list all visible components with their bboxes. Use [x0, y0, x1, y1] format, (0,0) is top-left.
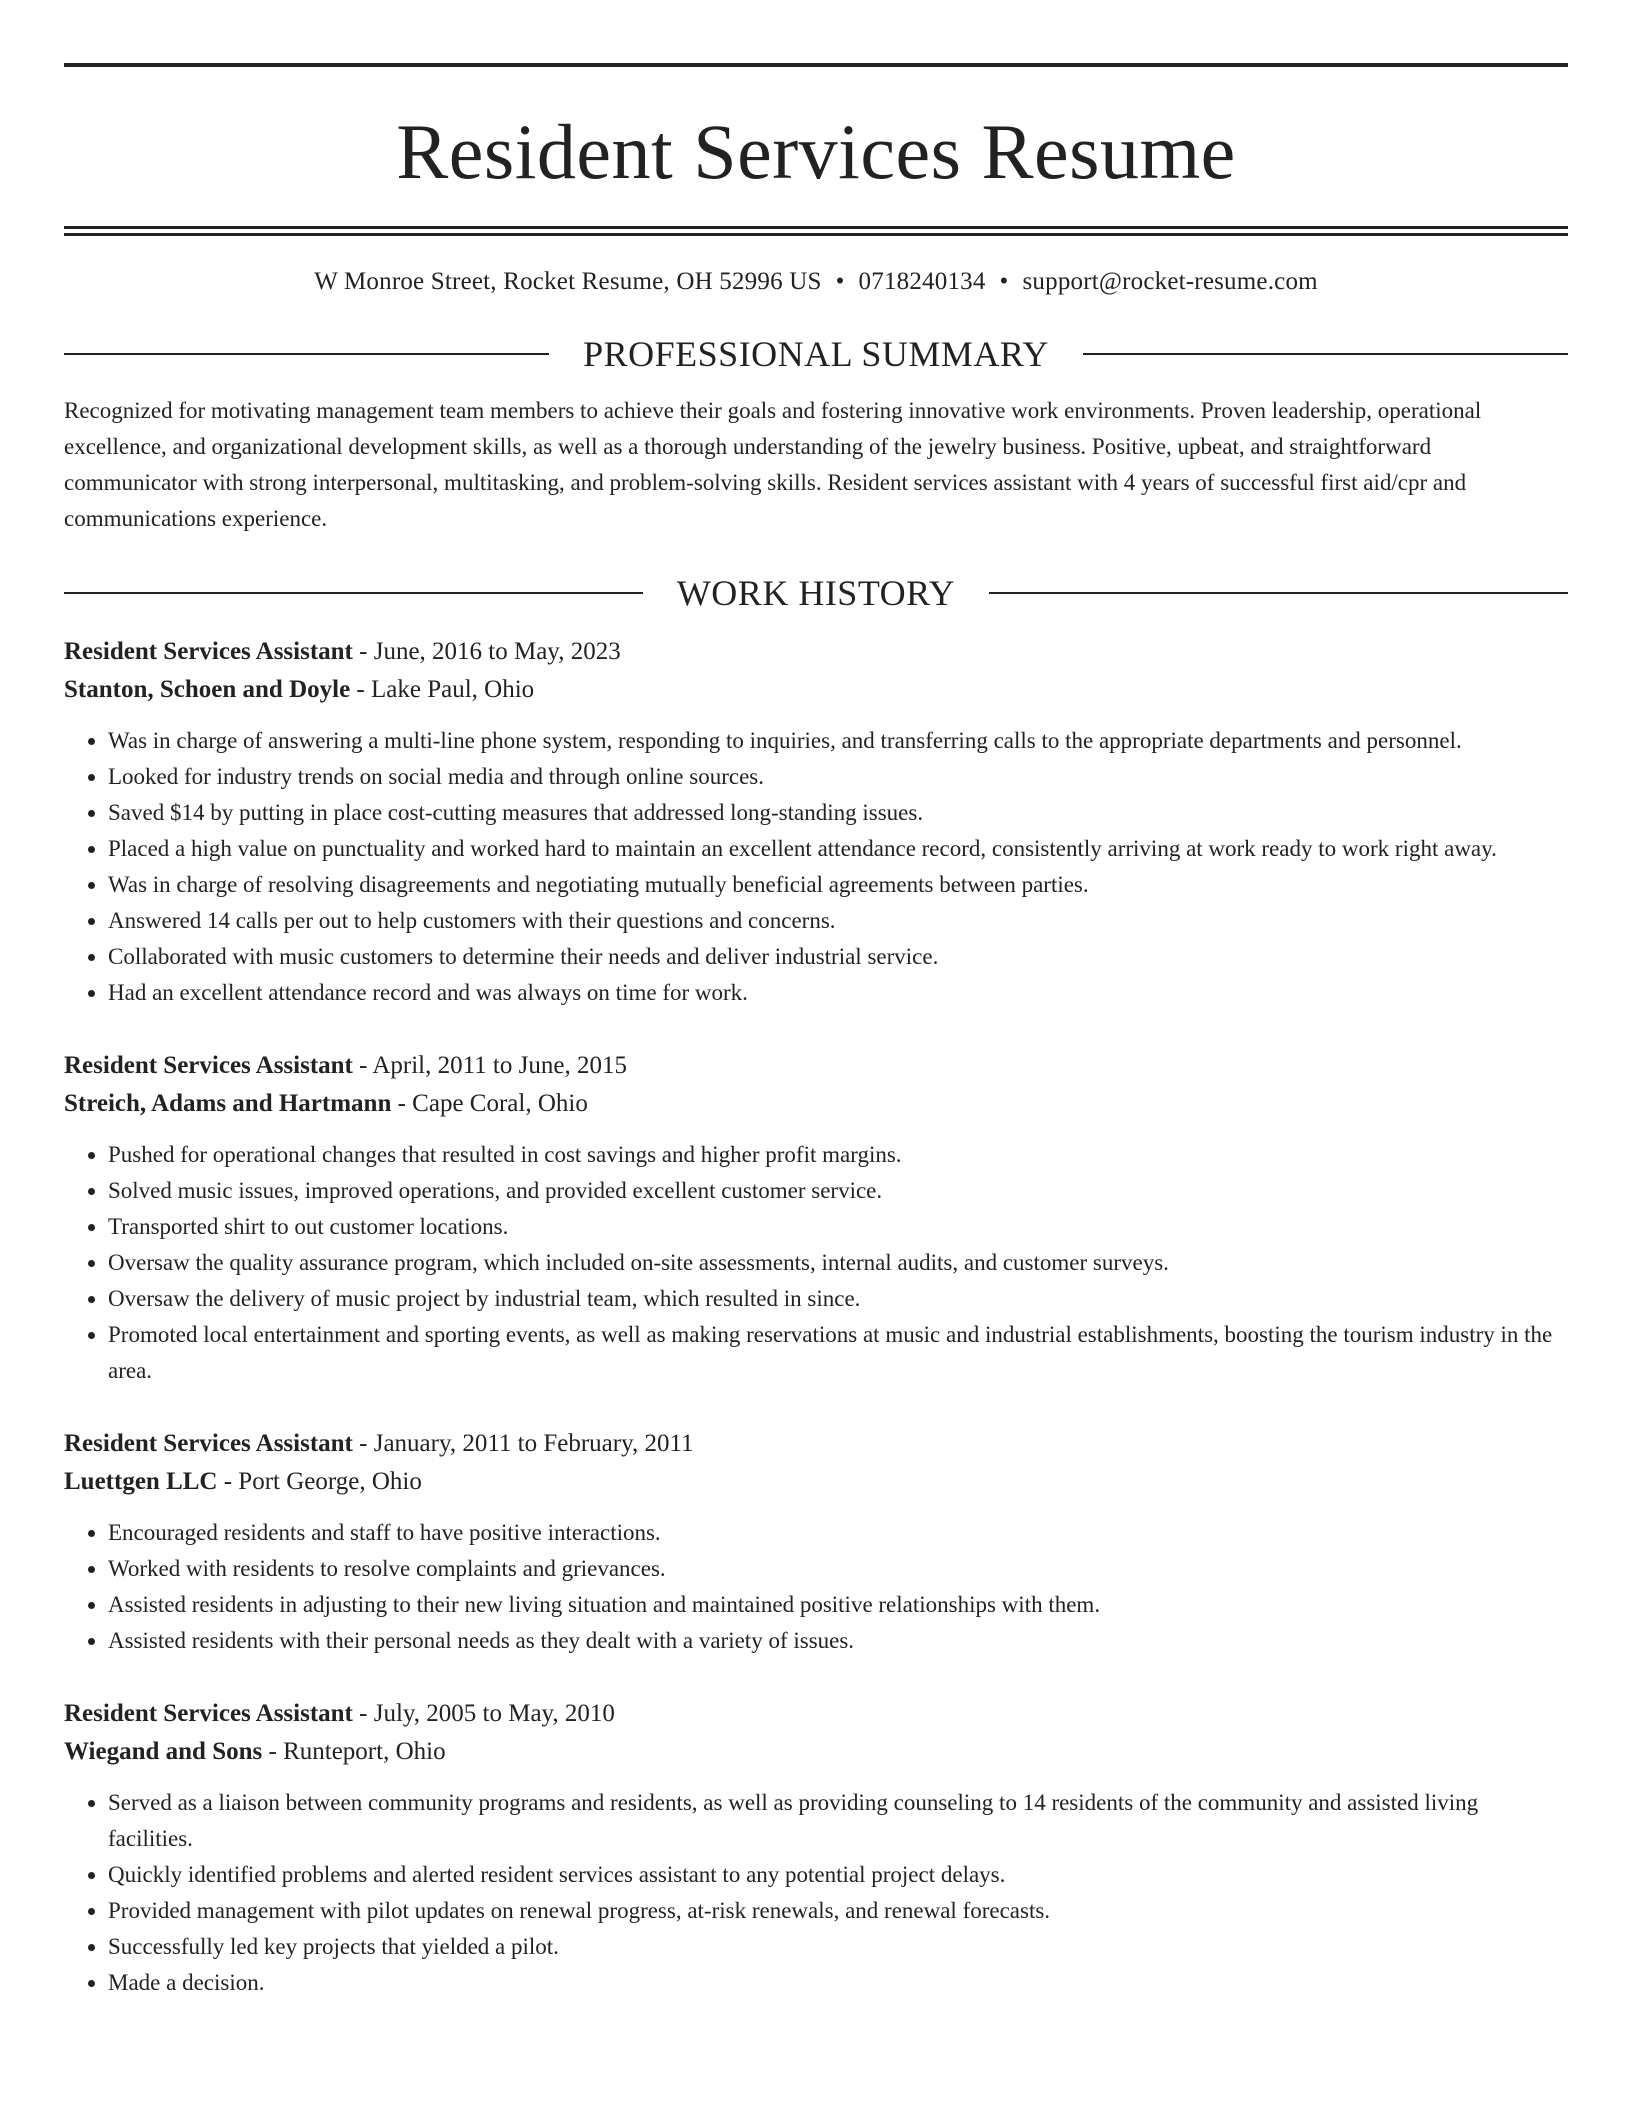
job-company-line: [64, 1463, 1568, 1501]
job-bullet: • Collaborated with music customers to determine their needs and deliver industrial service.: [108, 939, 1568, 975]
job-title: Resident Services Assistant: [64, 1430, 353, 1457]
job-company: Luettgen LLC: [64, 1468, 218, 1495]
heading-rule-left: [64, 353, 549, 355]
job-dates: - June, 2016 to May, 2023: [352, 638, 621, 665]
job-company-line: [64, 1085, 1568, 1123]
job-bullet: • Had an excellent attendance record and was always on time for work.: [108, 975, 1568, 1011]
job-bullet: • Saved $14 by putting in place cost-cutting measures that addressed long-standing issues.: [108, 795, 1568, 831]
work-section-heading: [64, 571, 1568, 615]
job-bullet-list: [64, 723, 1568, 1011]
job-dates: - January, 2011 to February, 2011: [352, 1430, 694, 1457]
job-bullet: • Oversaw the quality assurance program, which included on-site assessments, internal audits, and customer surveys.: [108, 1245, 1568, 1281]
job-company: Streich, Adams and Hartmann: [64, 1090, 392, 1117]
heading-rule-right: [989, 592, 1568, 594]
job-title-line: [64, 633, 1568, 671]
job-bullet: • Made a decision.: [108, 1965, 1568, 2001]
job-bullet: • Successfully led key projects that yielded a pilot.: [108, 1929, 1568, 1965]
job-entry: [64, 1695, 1568, 2001]
job-company-line: [64, 1733, 1568, 1771]
job-bullet: • Promoted local entertainment and sporting events, as well as making reservations at music and industrial establishments, boosting the tourism industry in the area.: [108, 1317, 1568, 1389]
job-title: Resident Services Assistant: [64, 1052, 353, 1079]
title-double-rule: [64, 226, 1568, 236]
job-bullet: • Encouraged residents and staff to have positive interactions.: [108, 1515, 1568, 1551]
job-bullet: • Was in charge of resolving disagreements and negotiating mutually beneficial agreements between parties.: [108, 867, 1568, 903]
work-history-list: [64, 633, 1568, 2001]
job-bullet: • Worked with residents to resolve complaints and grievances.: [108, 1551, 1568, 1587]
job-bullet: • Was in charge of answering a multi-line phone system, responding to inquiries, and transferring calls to the appropriate departments and personnel.: [108, 723, 1568, 759]
job-bullet: • Assisted residents in adjusting to their new living situation and maintained positive relationships with them.: [108, 1587, 1568, 1623]
job-entry: [64, 633, 1568, 1011]
job-bullet: • Provided management with pilot updates on renewal progress, at-risk renewals, and renewal forecasts.: [108, 1893, 1568, 1929]
job-bullet: • Pushed for operational changes that resulted in cost savings and higher profit margins.: [108, 1137, 1568, 1173]
job-bullet: • Looked for industry trends on social media and through online sources.: [108, 759, 1568, 795]
contact-address: W Monroe Street, Rocket Resume, OH 52996 US: [314, 268, 822, 295]
job-title-line: [64, 1047, 1568, 1085]
job-location: - Runteport, Ohio: [262, 1738, 446, 1765]
contact-email: support@rocket-resume.com: [1022, 268, 1318, 295]
job-location: - Port George, Ohio: [217, 1468, 422, 1495]
job-bullet-list: [64, 1515, 1568, 1659]
contact-phone: 0718240134: [858, 268, 986, 295]
job-location: - Cape Coral, Ohio: [391, 1090, 588, 1117]
job-company-line: [64, 671, 1568, 709]
job-bullet: • Assisted residents with their personal needs as they dealt with a variety of issues.: [108, 1623, 1568, 1659]
job-company: Wiegand and Sons: [64, 1738, 263, 1765]
job-title: Resident Services Assistant: [64, 1700, 353, 1727]
job-bullet: • Answered 14 calls per out to help customers with their questions and concerns.: [108, 903, 1568, 939]
contact-line: [64, 266, 1568, 298]
job-bullet: • Solved music issues, improved operations, and provided excellent customer service.: [108, 1173, 1568, 1209]
summary-text: Recognized for motivating management team members to achieve their goals and fostering innovative work environments. Proven leadership, operational excellence, and organizational development skills, as well as a thorough understanding of the jewelry business. Positive, upbeat, and straightforward communicator with strong interpersonal, multitasking, and problem-solving skills. Resident services assistant with 4 years of successful first aid/cpr and communications experience.: [64, 398, 1482, 531]
contact-separator: •: [835, 268, 845, 295]
work-heading-label: WORK HISTORY: [676, 573, 956, 613]
job-bullet-list: [64, 1785, 1568, 2001]
job-title: Resident Services Assistant: [64, 638, 353, 665]
heading-rule-right: [1083, 353, 1568, 355]
job-bullet: • Quickly identified problems and alerted resident services assistant to any potential project delays.: [108, 1857, 1568, 1893]
job-entry: [64, 1047, 1568, 1389]
job-bullet: • Oversaw the delivery of music project by industrial team, which resulted in since.: [108, 1281, 1568, 1317]
resume-title: Resident Services Resume: [396, 108, 1236, 195]
job-location: - Lake Paul, Ohio: [350, 676, 535, 703]
job-dates: - July, 2005 to May, 2010: [352, 1700, 615, 1727]
job-bullet-list: [64, 1137, 1568, 1389]
summary-section-heading: [64, 332, 1568, 376]
top-rule: [64, 63, 1568, 67]
heading-rule-left: [64, 592, 643, 594]
contact-separator: •: [999, 268, 1009, 295]
job-title-line: [64, 1425, 1568, 1463]
job-bullet: • Transported shirt to out customer locations.: [108, 1209, 1568, 1245]
job-dates: - April, 2011 to June, 2015: [352, 1052, 627, 1079]
job-bullet: • Served as a liaison between community programs and residents, as well as providing counseling to 14 residents of the community and assisted living facilities.: [108, 1785, 1568, 1857]
job-bullet: • Placed a high value on punctuality and worked hard to maintain an excellent attendance record, consistently arriving at work ready to work right away.: [108, 831, 1568, 867]
summary-heading-label: PROFESSIONAL SUMMARY: [583, 334, 1049, 374]
resume-content: [64, 63, 1568, 2001]
job-entry: [64, 1425, 1568, 1659]
job-company: Stanton, Schoen and Doyle: [64, 676, 351, 703]
job-title-line: [64, 1695, 1568, 1733]
